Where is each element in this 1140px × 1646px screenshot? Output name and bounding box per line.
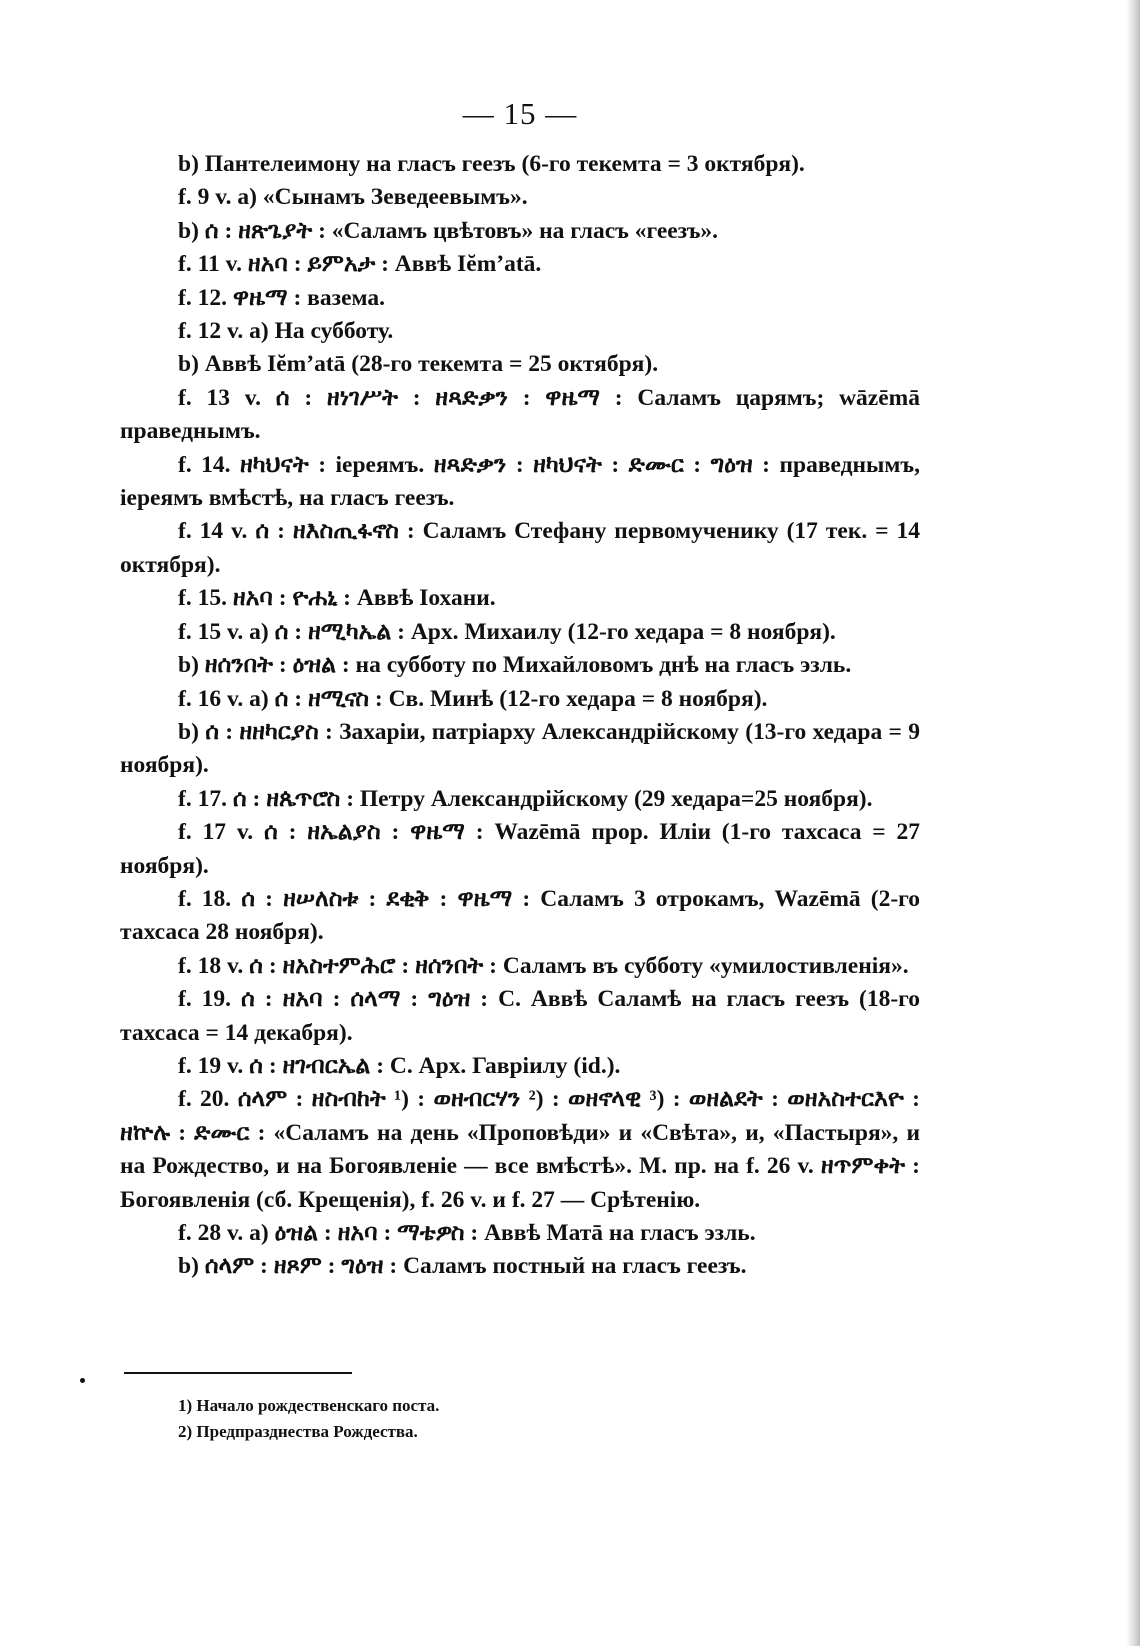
paragraph: b) ሰ : ዘዘካርያስ : Захаріи, патріарху Александрійскому (13-го хедара = 9 ноября). (120, 718, 920, 779)
paragraph: b) ሰላም : ዘጾም : ግዕዝ : Саламъ постный на гласъ геезъ. (178, 1253, 747, 1280)
paragraph: f. 18 v. ሰ : ዘአስተምሕሮ : ዘሰንበት : Саламъ въ субботу «умилостивленія». (178, 952, 909, 979)
paragraph: b) ሰ : ዘጽጌያት : «Саламъ цвѣтовъ» на гласъ «геезъ». (178, 217, 719, 244)
body-text (120, 148, 920, 1284)
footnote: 2) Предпразднества Рождества. (178, 1422, 418, 1441)
page-number: — 15 — (462, 96, 578, 131)
paragraph: f. 15 v. a) ሰ : ዘሚካኤል : Арх. Михаилу (12-го хедара = 8 ноября). (178, 618, 836, 645)
paragraph: f. 15. ዘአባ : ዮሐኒ : Аввѣ Іохани. (178, 585, 496, 612)
paragraph: f. 17. ሰ : ዘጴጥሮስ : Петру Александрійскому (29 хедара=25 ноября). (178, 785, 873, 812)
paragraph: b) Аввѣ Іĕm’atā (28-го текемта = 25 октября). (178, 351, 659, 378)
paragraph: f. 18. ሰ : ዘሠለስቱ : ደቂቅ : ዋዜማ : Саламъ 3 отрокамъ, Wazēmā (2-го тахсаса 28 ноября). (120, 885, 920, 946)
footnotes (178, 1393, 878, 1445)
paragraph: b) ዘሰንበት : ዕዝል : на субботу по Михайловомъ днѣ на гласъ эзль. (178, 652, 852, 679)
paragraph: f. 17 v. ሰ : ዘኤልያስ : ዋዜማ : Wazēmā прор. Иліи (1-го тахсаса = 27 ноября). (120, 819, 920, 879)
paragraph: f. 19 v. ሰ : ዘገብርኤል : С. Арх. Гавріилу (id.). (178, 1052, 621, 1079)
paragraph: f. 12 v. a) На субботу. (178, 318, 394, 345)
paragraph: f. 16 v. a) ሰ : ዘሚናስ : Св. Минѣ (12-го хедара = 8 ноября). (178, 685, 768, 712)
paragraph: f. 14 v. ሰ : ዘእስጢፋኖስ : Саламъ Стефану первомученику (17 тек. = 14 октября). (120, 518, 920, 578)
footnote: 1) Начало рождественскаго поста. (178, 1396, 440, 1415)
page-edge-shadow (1126, 0, 1140, 1646)
paragraph: f. 20. ሰላም : ዘስብከት ¹) : ወዘብርሃን ²) : ወዘኖላዊ ³) : ወዘልደት : ወዘአስተርእዮ : ዘኵሉ : ድሙር : «Саламъ на день «Проповѣди» и «Свѣта», и, «Пастыря», и на Рождество, и на Богоявленіе — все вмѣстѣ». М. пр. на f. 26 v. ዘጥምቀት : Богоявленія (сб. Крещенія), f. 26 v. и f. 27 — Срѣтенію. (120, 1086, 920, 1213)
paragraph: f. 28 v. a) ዕዝል : ዘአባ : ማቴዎስ : Аввѣ Матā на гласъ эзль. (178, 1220, 756, 1246)
paragraph: b) Пантелеимону на гласъ геезъ (6-го текемта = 3 октября). (178, 151, 805, 177)
paragraph: f. 14. ዘካህናት : іереямъ. ዘጻድቃን : ዘካህናት : ድሙር : ግዕዝ : праведнымъ, іереямъ вмѣстѣ, на гласъ геезъ. (120, 451, 920, 512)
paragraph: f. 19. ሰ : ዘአባ : ሰላማ : ግዕዝ : С. Аввѣ Саламѣ на гласъ геезъ (18-го тахсаса = 14 декабря). (120, 986, 920, 1046)
paragraph: f. 11 v. ዘአባ : ይምአታ : Аввѣ Іĕm’atā. (178, 251, 542, 278)
paragraph: f. 12. ዋዜማ : вазема. (178, 284, 385, 311)
footnote-separator (124, 1372, 352, 1374)
paragraph: f. 9 v. a) «Сынамъ Зеведеевымъ». (178, 184, 528, 211)
print-speck (80, 1378, 85, 1383)
paragraph: f. 13 v. ሰ : ዘነገሥት : ዘጻድቃን : ዋዜማ : Саламъ царямъ; wāzēmā праведнымъ. (120, 384, 920, 445)
